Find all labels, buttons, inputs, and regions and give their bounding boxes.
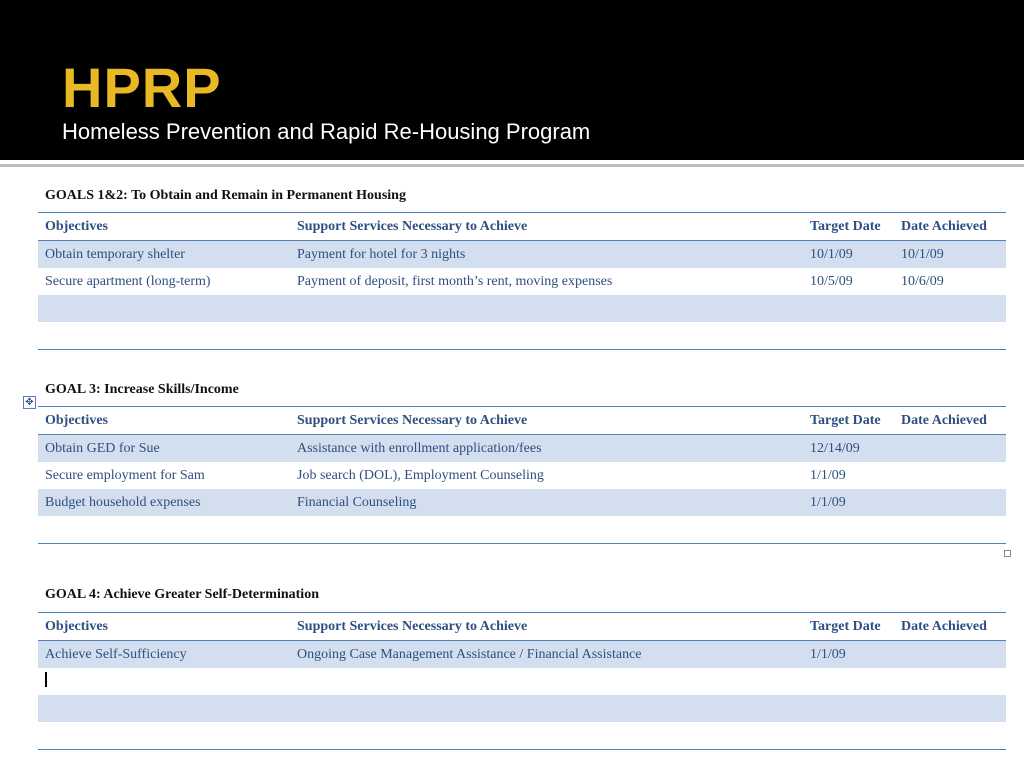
cell-date-achieved[interactable]: 10/6/09 [901, 273, 944, 289]
table-row[interactable] [38, 295, 1006, 322]
table-row[interactable] [38, 322, 1006, 350]
table-row[interactable] [38, 462, 1006, 489]
table-row[interactable] [38, 435, 1006, 463]
cell-target-date[interactable] [803, 695, 894, 722]
goal-3-table[interactable] [38, 406, 1006, 544]
cell-objective[interactable]: Secure apartment (long-term) [45, 273, 211, 289]
slide-header [0, 0, 1024, 160]
cell-objective[interactable]: Secure employment for Sam [45, 467, 205, 483]
col-target-date: Target Date [803, 613, 894, 641]
slide-subtitle: Homeless Prevention and Rapid Re-Housing Program [62, 119, 591, 144]
move-icon[interactable]: ✥ [23, 396, 36, 409]
table-row[interactable] [38, 241, 1006, 269]
cell-target-date[interactable]: 1/1/09 [803, 641, 894, 669]
cell-objective[interactable] [38, 295, 290, 322]
table-row[interactable] [38, 641, 1006, 669]
table-row[interactable] [38, 668, 1006, 695]
header-divider [0, 164, 1024, 167]
text-cursor [45, 672, 47, 687]
col-date-achieved: Date Achieved [894, 407, 1006, 435]
cell-date-achieved[interactable] [894, 516, 1006, 544]
table-header-row [38, 407, 1006, 435]
resize-icon[interactable] [1004, 550, 1011, 557]
table-row[interactable] [38, 695, 1006, 722]
col-date-achieved: Date Achieved [894, 613, 1006, 641]
cell-target-date[interactable]: 10/5/09 [810, 273, 853, 289]
cell-date-achieved[interactable] [894, 489, 1006, 516]
cell-date-achieved[interactable] [894, 722, 1006, 750]
col-objectives: Objectives [38, 613, 290, 641]
cell-date-achieved[interactable] [894, 435, 1006, 463]
table-header-row [38, 213, 1006, 241]
cell-support[interactable]: Payment of deposit, first month’s rent, moving expenses [297, 273, 613, 289]
col-date-achieved: Date Achieved [894, 213, 1006, 241]
cell-support[interactable]: Financial Counseling [290, 489, 803, 516]
cell-target-date[interactable]: 1/1/09 [810, 467, 846, 483]
cell-support[interactable]: Ongoing Case Management Assistance / Financial Assistance [290, 641, 803, 669]
cell-date-achieved[interactable] [894, 641, 1006, 669]
cell-objective[interactable] [38, 722, 290, 750]
cell-date-achieved[interactable] [894, 322, 1006, 350]
table-row[interactable] [38, 722, 1006, 750]
cell-date-achieved[interactable] [894, 462, 1006, 489]
cell-date-achieved[interactable]: 10/1/09 [894, 241, 1006, 269]
cell-objective[interactable] [38, 695, 290, 722]
cell-objective[interactable]: Obtain temporary shelter [38, 241, 290, 269]
cell-objective[interactable] [38, 516, 290, 544]
cell-support[interactable]: Job search (DOL), Employment Counseling [297, 467, 544, 483]
cell-date-achieved[interactable] [894, 668, 1006, 695]
cell-target-date[interactable] [803, 295, 894, 322]
cell-objective[interactable]: Obtain GED for Sue [38, 435, 290, 463]
cell-support[interactable] [290, 322, 803, 350]
cell-date-achieved[interactable] [894, 295, 1006, 322]
cell-support[interactable] [290, 668, 803, 695]
col-support-services: Support Services Necessary to Achieve [290, 407, 803, 435]
cell-objective[interactable] [38, 668, 290, 695]
cell-target-date[interactable] [803, 516, 894, 544]
cell-objective[interactable]: Budget household expenses [38, 489, 290, 516]
col-target-date: Target Date [803, 407, 894, 435]
cell-target-date[interactable] [803, 668, 894, 695]
cell-support[interactable] [290, 722, 803, 750]
col-objectives: Objectives [38, 213, 290, 241]
cell-target-date[interactable]: 12/14/09 [803, 435, 894, 463]
cell-target-date[interactable]: 10/1/09 [803, 241, 894, 269]
col-objectives: Objectives [38, 407, 290, 435]
col-support-services: Support Services Necessary to Achieve [290, 613, 803, 641]
cell-support[interactable] [290, 295, 803, 322]
table-row[interactable] [38, 268, 1006, 295]
cell-target-date[interactable]: 1/1/09 [803, 489, 894, 516]
cell-support[interactable]: Payment for hotel for 3 nights [290, 241, 803, 269]
table-header-row [38, 613, 1006, 641]
cell-target-date[interactable] [803, 722, 894, 750]
goal-1-title: GOALS 1&2: To Obtain and Remain in Permanent Housing [45, 188, 406, 203]
table-row[interactable] [38, 516, 1006, 544]
goal-4-title: GOAL 4: Achieve Greater Self-Determination [45, 587, 319, 602]
cell-date-achieved[interactable] [894, 695, 1006, 722]
goal-3-title: GOAL 3: Increase Skills/Income [45, 382, 239, 397]
cell-support[interactable]: Assistance with enrollment application/fees [290, 435, 803, 463]
cell-support[interactable] [290, 695, 803, 722]
col-target-date: Target Date [803, 213, 894, 241]
slide-title: HPRP [62, 56, 222, 119]
table-row[interactable] [38, 489, 1006, 516]
col-support-services: Support Services Necessary to Achieve [290, 213, 803, 241]
cell-objective[interactable]: Achieve Self-Sufficiency [38, 641, 290, 669]
cell-objective[interactable] [38, 322, 290, 350]
cell-target-date[interactable] [803, 322, 894, 350]
cell-support[interactable] [290, 516, 803, 544]
goal-4-table[interactable] [38, 612, 1006, 750]
goal-1-table[interactable] [38, 212, 1006, 350]
